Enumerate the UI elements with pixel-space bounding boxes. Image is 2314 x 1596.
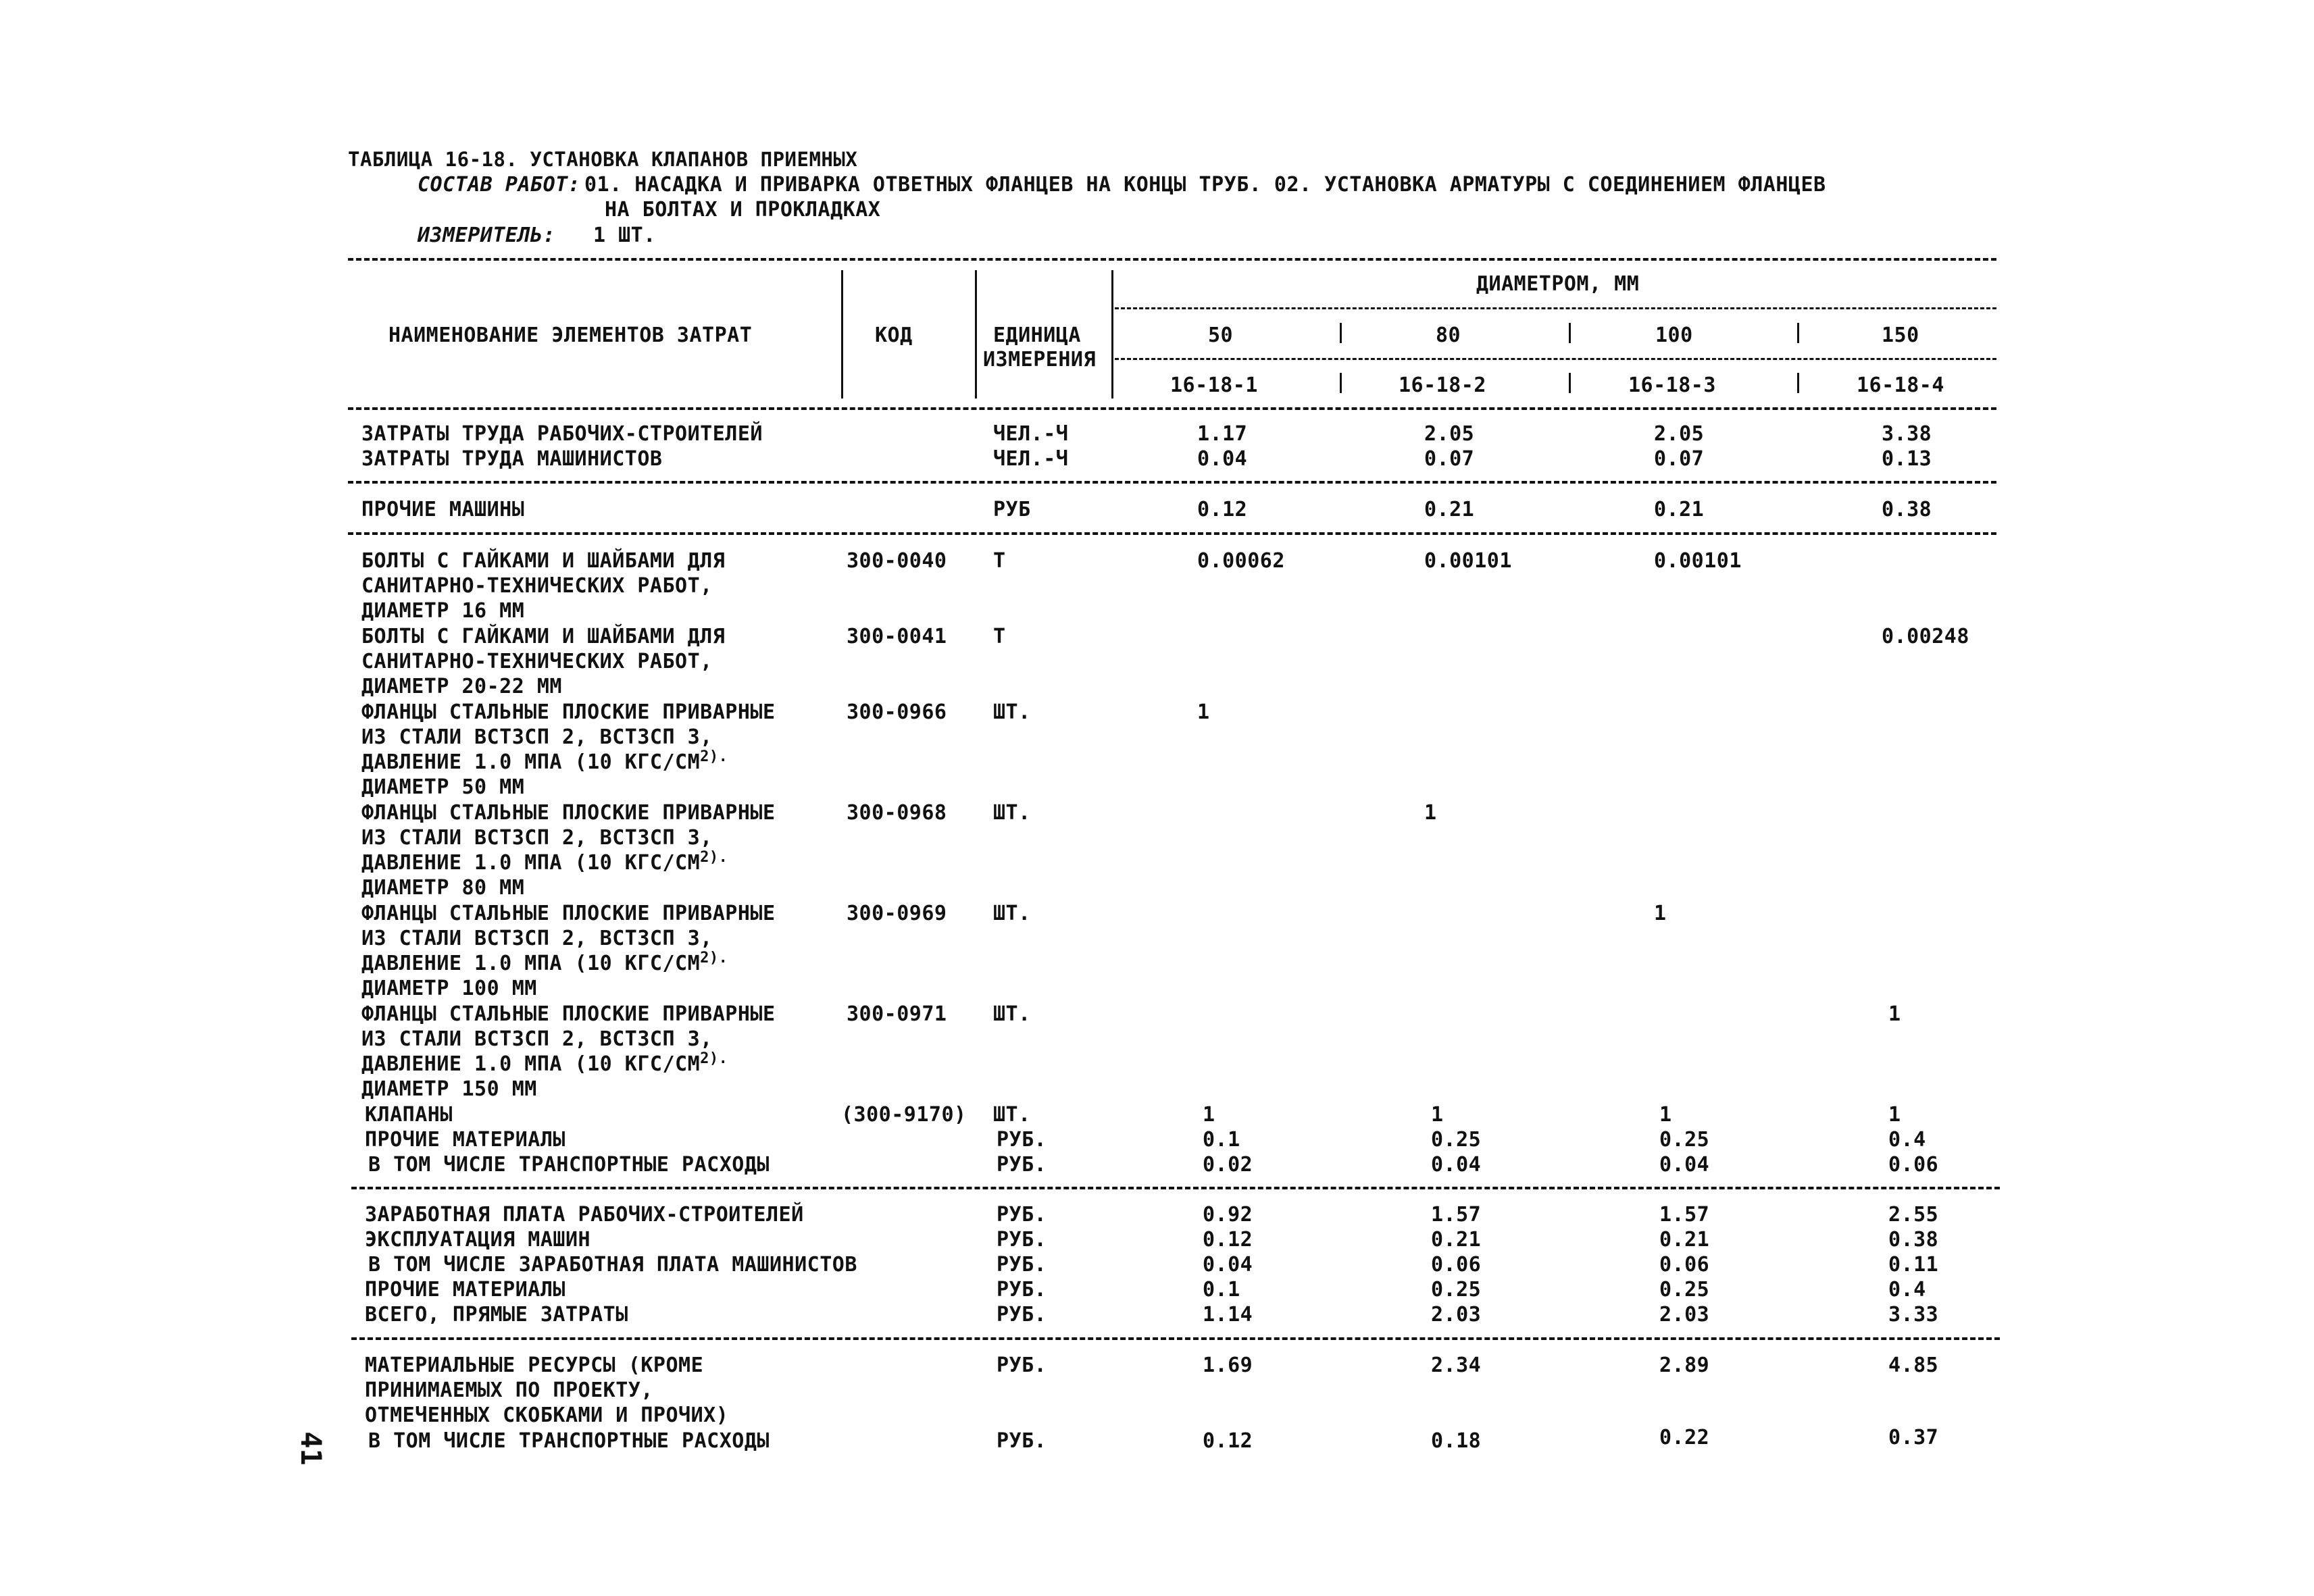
machines-value: 0.21 xyxy=(1654,498,1705,521)
resources-transport-value: 0.12 xyxy=(1203,1429,1253,1453)
transport-costs-value: 0.02 xyxy=(1203,1153,1253,1177)
other-materials-value: 0.25 xyxy=(1659,1128,1710,1152)
material-code: 300-0041 xyxy=(847,625,947,648)
totals-value: 0.21 xyxy=(1431,1228,1482,1252)
header-sep-2 xyxy=(1569,323,1571,343)
material-line: БОЛТЫ С ГАЙКАМИ И ШАЙБАМИ ДЛЯ xyxy=(361,625,726,648)
resources-transport-value: 0.22 xyxy=(1659,1426,1710,1449)
materials-bottom-rule xyxy=(351,1187,2000,1189)
header-divider-name xyxy=(841,270,843,398)
totals-value: 0.25 xyxy=(1659,1278,1710,1302)
resources-transport-unit: РУБ. xyxy=(997,1429,1047,1453)
totals-value: 0.1 xyxy=(1203,1278,1240,1302)
material-line-pressure: ДАВЛЕНИЕ 1.0 МПА (10 КГС/$СМ^{2).}$ xyxy=(361,950,728,975)
material-line: БОЛТЫ С ГАЙКАМИ И ШАЙБАМИ ДЛЯ xyxy=(361,549,726,573)
resources-item xyxy=(365,1353,728,1428)
header-diameter-80: 80 xyxy=(1436,324,1461,347)
header-sep-3 xyxy=(1797,323,1799,343)
header-divider-code xyxy=(975,270,977,398)
transport-costs-value: 0.04 xyxy=(1431,1153,1482,1177)
material-value: 1 xyxy=(1654,902,1667,925)
table-top-rule xyxy=(348,258,1996,261)
material-item xyxy=(361,700,776,800)
valves-value: 1 xyxy=(1203,1103,1215,1127)
labor-row-unit: ЧЕЛ.-Ч xyxy=(993,422,1069,446)
material-line-pressure: ДАВЛЕНИЕ 1.0 МПА (10 КГС/$СМ^{2).}$ xyxy=(361,849,728,875)
material-item xyxy=(361,1002,776,1102)
totals-name: ЗАРАБОТНАЯ ПЛАТА РАБОЧИХ-СТРОИТЕЛЕЙ xyxy=(365,1203,804,1227)
table-title: ТАБЛИЦА 16-18. УСТАНОВКА КЛАПАНОВ ПРИЕМНЫХ xyxy=(348,148,858,171)
diameter-rule xyxy=(1115,307,1996,309)
material-value: 0.00062 xyxy=(1197,549,1285,573)
diameter-codes-rule xyxy=(1115,358,1996,360)
material-code: 300-0040 xyxy=(847,549,947,573)
totals-value: 0.04 xyxy=(1203,1253,1253,1277)
totals-unit: РУБ. xyxy=(997,1253,1047,1277)
totals-unit: РУБ. xyxy=(997,1278,1047,1302)
material-unit: ШТ. xyxy=(993,902,1031,925)
material-code: 300-0969 xyxy=(847,902,947,925)
material-line: ИЗ СТАЛИ ВСТ3СП 2, ВСТ3СП 3, xyxy=(361,826,713,850)
header-code-1: 16-18-1 xyxy=(1170,374,1258,397)
valves-value: 1 xyxy=(1888,1103,1901,1127)
other-materials-value: 0.4 xyxy=(1888,1128,1926,1152)
totals-value: 1.57 xyxy=(1431,1203,1482,1227)
material-unit: Т xyxy=(993,549,1006,573)
labor-row-unit: ЧЕЛ.-Ч xyxy=(993,447,1069,471)
totals-bottom-rule xyxy=(351,1337,2000,1340)
totals-value: 2.55 xyxy=(1888,1203,1939,1227)
labor-row-name: ЗАТРАТЫ ТРУДА РАБОЧИХ-СТРОИТЕЛЕЙ xyxy=(361,422,763,446)
totals-value: 0.38 xyxy=(1888,1228,1939,1252)
labor-row-name: ЗАТРАТЫ ТРУДА МАШИНИСТОВ xyxy=(361,447,663,471)
totals-name: ВСЕГО, ПРЯМЫЕ ЗАТРАТЫ xyxy=(365,1303,628,1327)
labor-row-value: 0.04 xyxy=(1197,447,1248,471)
resources-line: МАТЕРИАЛЬНЫЕ РЕСУРСЫ (КРОМЕ xyxy=(365,1354,704,1377)
material-line: ДИАМЕТР 150 ММ xyxy=(361,1077,537,1101)
header-code-4: 16-18-4 xyxy=(1857,374,1944,397)
labor-row-value: 3.38 xyxy=(1882,422,1932,446)
machines-name: ПРОЧИЕ МАШИНЫ xyxy=(361,498,525,521)
material-value: 1 xyxy=(1197,700,1210,724)
material-line-pressure: ДАВЛЕНИЕ 1.0 МПА (10 КГС/$СМ^{2).}$ xyxy=(361,1050,728,1076)
transport-costs-name: В ТОМ ЧИСЛЕ ТРАНСПОРТНЫЕ РАСХОДЫ xyxy=(368,1153,770,1177)
totals-value: 3.33 xyxy=(1888,1303,1939,1327)
work-composition-text-2: НА БОЛТАХ И ПРОКЛАДКАХ xyxy=(605,198,881,222)
meter-label: ИЗМЕРИТЕЛЬ: xyxy=(418,224,556,247)
totals-unit: РУБ. xyxy=(997,1203,1047,1227)
machines-bottom-rule xyxy=(348,532,1996,535)
machines-value: 0.38 xyxy=(1882,498,1932,521)
machines-value: 0.21 xyxy=(1424,498,1475,521)
material-line: ДИАМЕТР 80 ММ xyxy=(361,876,525,900)
labor-row-value: 1.17 xyxy=(1197,422,1248,446)
header-sep-6 xyxy=(1797,373,1799,393)
header-code: КОД xyxy=(875,324,913,347)
material-code: 300-0968 xyxy=(847,801,947,825)
resources-line: ОТМЕЧЕННЫХ СКОБКАМИ И ПРОЧИХ) xyxy=(365,1404,729,1427)
material-unit: ШТ. xyxy=(993,700,1031,724)
header-unit-2: ИЗМЕРЕНИЯ xyxy=(983,348,1097,371)
transport-costs-value: 0.06 xyxy=(1888,1153,1939,1177)
header-name: НАИМЕНОВАНИЕ ЭЛЕМЕНТОВ ЗАТРАТ xyxy=(388,324,753,347)
header-divider-unit xyxy=(1111,270,1113,398)
resources-transport-value: 0.18 xyxy=(1431,1429,1482,1453)
material-unit: ШТ. xyxy=(993,1002,1031,1026)
material-code: 300-0971 xyxy=(847,1002,947,1026)
totals-name: ЭКСПЛУАТАЦИЯ МАШИН xyxy=(365,1228,591,1252)
material-line: ДИАМЕТР 20-22 ММ xyxy=(361,675,562,698)
material-value: 0.00101 xyxy=(1654,549,1742,573)
header-unit-1: ЕДИНИЦА xyxy=(993,324,1081,347)
header-diameter: ДИАМЕТРОМ, ММ xyxy=(1476,272,1640,296)
header-sep-1 xyxy=(1340,323,1342,343)
material-item xyxy=(361,548,725,623)
totals-value: 1.57 xyxy=(1659,1203,1710,1227)
resources-transport-value: 0.37 xyxy=(1888,1426,1939,1449)
machines-unit: РУБ xyxy=(993,498,1031,521)
header-diameter-150: 150 xyxy=(1882,324,1919,347)
material-value: 0.00101 xyxy=(1424,549,1512,573)
labor-bottom-rule xyxy=(348,481,1996,484)
labor-row-value: 2.05 xyxy=(1654,422,1705,446)
valves-unit: ШТ. xyxy=(993,1103,1031,1127)
totals-value: 0.25 xyxy=(1431,1278,1482,1302)
resources-line: ПРИНИМАЕМЫХ ПО ПРОЕКТУ, xyxy=(365,1379,653,1402)
totals-value: 0.21 xyxy=(1659,1228,1710,1252)
material-line: ФЛАНЦЫ СТАЛЬНЫЕ ПЛОСКИЕ ПРИВАРНЫЕ xyxy=(361,1002,776,1026)
material-line: САНИТАРНО-ТЕХНИЧЕСКИХ РАБОТ, xyxy=(361,574,713,598)
material-value: 0.00248 xyxy=(1882,625,1969,648)
resources-value: 2.89 xyxy=(1659,1354,1710,1377)
valves-name: КЛАПАНЫ xyxy=(365,1103,453,1127)
totals-unit: РУБ. xyxy=(997,1228,1047,1252)
material-line-pressure: ДАВЛЕНИЕ 1.0 МПА (10 КГС/$СМ^{2).}$ xyxy=(361,748,728,774)
material-line: ФЛАНЦЫ СТАЛЬНЫЕ ПЛОСКИЕ ПРИВАРНЫЕ xyxy=(361,801,776,825)
work-composition-text: 01. НАСАДКА И ПРИВАРКА ОТВЕТНЫХ ФЛАНЦЕВ НА КОНЦЫ ТРУБ. 02. УСТАНОВКА АРМАТУРЫ С СОЕДИНЕНИЕМ ФЛАНЦЕВ xyxy=(584,173,1826,197)
labor-row-value: 0.07 xyxy=(1654,447,1705,471)
header-diameter-100: 100 xyxy=(1655,324,1693,347)
other-materials-value: 0.1 xyxy=(1203,1128,1240,1152)
material-item xyxy=(361,901,776,1001)
transport-costs-unit: РУБ. xyxy=(997,1153,1047,1177)
material-item xyxy=(361,624,725,699)
material-line: ФЛАНЦЫ СТАЛЬНЫЕ ПЛОСКИЕ ПРИВАРНЫЕ xyxy=(361,700,776,724)
totals-value: 0.06 xyxy=(1659,1253,1710,1277)
material-line: ДИАМЕТР 50 ММ xyxy=(361,775,525,799)
page-number: 41 xyxy=(294,1431,328,1466)
material-line: ДИАМЕТР 16 ММ xyxy=(361,599,525,623)
totals-name: В ТОМ ЧИСЛЕ ЗАРАБОТНАЯ ПЛАТА МАШИНИСТОВ xyxy=(368,1253,857,1277)
resources-unit: РУБ. xyxy=(997,1354,1047,1377)
valves-value: 1 xyxy=(1431,1103,1444,1127)
material-item xyxy=(361,800,776,900)
material-code: 300-0966 xyxy=(847,700,947,724)
labor-row-value: 0.07 xyxy=(1424,447,1475,471)
totals-value: 2.03 xyxy=(1659,1303,1710,1327)
resources-transport-name: В ТОМ ЧИСЛЕ ТРАНСПОРТНЫЕ РАСХОДЫ xyxy=(368,1429,770,1453)
resources-value: 2.34 xyxy=(1431,1354,1482,1377)
header-sep-4 xyxy=(1340,373,1342,393)
other-materials-name: ПРОЧИЕ МАТЕРИАЛЫ xyxy=(365,1128,565,1152)
meter-value: 1 ШТ. xyxy=(593,224,656,247)
resources-value: 4.85 xyxy=(1888,1354,1939,1377)
material-line: САНИТАРНО-ТЕХНИЧЕСКИХ РАБОТ, xyxy=(361,650,713,673)
header-sep-5 xyxy=(1569,373,1571,393)
labor-row-value: 0.13 xyxy=(1882,447,1932,471)
other-materials-unit: РУБ. xyxy=(997,1128,1047,1152)
labor-row-value: 2.05 xyxy=(1424,422,1475,446)
resources-value: 1.69 xyxy=(1203,1354,1253,1377)
other-materials-value: 0.25 xyxy=(1431,1128,1482,1152)
material-line: ФЛАНЦЫ СТАЛЬНЫЕ ПЛОСКИЕ ПРИВАРНЫЕ xyxy=(361,902,776,925)
totals-value: 0.4 xyxy=(1888,1278,1926,1302)
valves-value: 1 xyxy=(1659,1103,1672,1127)
totals-value: 0.12 xyxy=(1203,1228,1253,1252)
material-unit: ШТ. xyxy=(993,801,1031,825)
totals-value: 0.06 xyxy=(1431,1253,1482,1277)
material-line: ИЗ СТАЛИ ВСТ3СП 2, ВСТ3СП 3, xyxy=(361,1027,713,1051)
header-code-3: 16-18-3 xyxy=(1628,374,1716,397)
material-line: ДИАМЕТР 100 ММ xyxy=(361,977,537,1000)
valves-code: (300-9170) xyxy=(841,1103,967,1127)
work-composition-label: СОСТАВ РАБОТ: xyxy=(418,173,581,197)
material-value: 1 xyxy=(1888,1002,1901,1026)
header-diameter-50: 50 xyxy=(1208,324,1234,347)
totals-value: 0.11 xyxy=(1888,1253,1939,1277)
material-line: ИЗ СТАЛИ ВСТ3СП 2, ВСТ3СП 3, xyxy=(361,725,713,749)
header-bottom-rule xyxy=(348,407,1996,410)
totals-unit: РУБ. xyxy=(997,1303,1047,1327)
totals-value: 2.03 xyxy=(1431,1303,1482,1327)
transport-costs-value: 0.04 xyxy=(1659,1153,1710,1177)
header-code-2: 16-18-2 xyxy=(1399,374,1486,397)
machines-value: 0.12 xyxy=(1197,498,1248,521)
material-unit: Т xyxy=(993,625,1006,648)
totals-value: 1.14 xyxy=(1203,1303,1253,1327)
material-line: ИЗ СТАЛИ ВСТ3СП 2, ВСТ3СП 3, xyxy=(361,927,713,950)
material-value: 1 xyxy=(1424,801,1437,825)
totals-value: 0.92 xyxy=(1203,1203,1253,1227)
totals-name: ПРОЧИЕ МАТЕРИАЛЫ xyxy=(365,1278,565,1302)
